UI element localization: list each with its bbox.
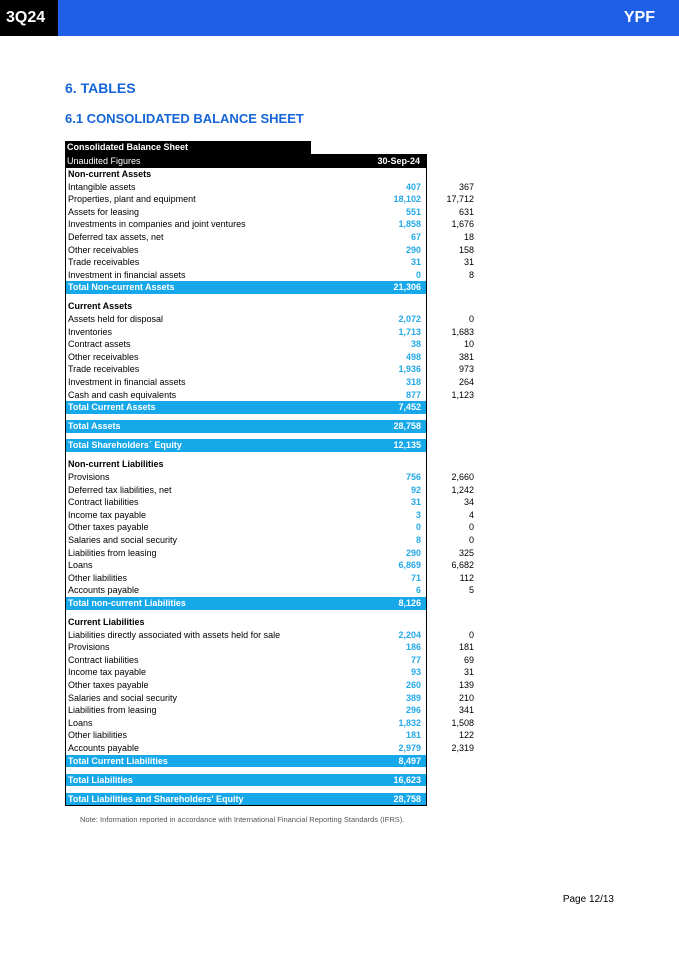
value-current: 1,858 — [398, 219, 421, 230]
total-liabilities-equity-row — [66, 793, 474, 806]
quarter-label: 3Q24 — [0, 0, 58, 36]
row-label: Other taxes payable — [68, 680, 149, 691]
row-label: Investment in financial assets — [68, 377, 186, 387]
table-row — [66, 572, 474, 585]
table-row — [66, 559, 474, 572]
value-current: 2,979 — [398, 743, 421, 754]
total-liabilities-row — [66, 774, 474, 787]
value-prior: 158 — [458, 244, 474, 255]
equity-row — [66, 439, 474, 452]
value-current: 551 — [405, 206, 421, 217]
value-current: 8 — [415, 535, 421, 546]
top-banner — [0, 0, 679, 36]
row-label: Assets for leasing — [68, 206, 140, 217]
balance-sheet-table — [65, 141, 474, 806]
value-prior: 973 — [458, 364, 474, 375]
value-prior: 631 — [458, 206, 474, 217]
table-body — [65, 168, 474, 806]
table-row — [66, 376, 474, 389]
value-prior: 0 — [468, 629, 474, 640]
table-row — [66, 547, 474, 560]
value-current: 77 — [410, 654, 421, 665]
table-row — [66, 363, 474, 376]
row-label: Other receivables — [68, 351, 139, 362]
value-prior: 0 — [468, 314, 474, 325]
row-label: Trade receivables — [68, 257, 140, 268]
row-label: Provisions — [68, 472, 110, 483]
value-current: 1,832 — [398, 717, 421, 728]
row-label: Investment in financial assets — [68, 269, 186, 280]
total-prior: 11,064 — [446, 598, 474, 608]
total-label: Total Shareholders´ Equity — [68, 440, 182, 451]
total-row — [66, 755, 474, 768]
value-current: 290 — [405, 547, 421, 558]
value-current: 71 — [410, 572, 421, 583]
value-prior: 1,676 — [451, 219, 474, 230]
row-label: Deferred tax liabilities, net — [68, 484, 172, 495]
value-prior: 69 — [463, 654, 474, 665]
section-title: 6. TABLES — [65, 80, 136, 96]
table-row — [66, 389, 474, 402]
total-prior: 20,601 — [446, 282, 474, 293]
total-current: 16,623 — [393, 774, 421, 785]
row-label: Properties, plant and equipment — [68, 194, 196, 205]
total-row — [66, 281, 474, 294]
table-row — [66, 484, 474, 497]
value-current: 756 — [405, 472, 421, 483]
value-current: 181 — [405, 730, 421, 741]
table-row — [66, 742, 474, 755]
table-row — [66, 704, 474, 717]
table-row — [66, 206, 474, 219]
table-row — [66, 244, 474, 257]
total-label: Total Liabilities and Shareholders' Equity — [68, 793, 244, 804]
total-current: 12,135 — [393, 440, 421, 451]
value-prior: 34 — [463, 497, 474, 508]
value-prior: 5 — [468, 585, 474, 596]
value-prior: 0 — [468, 535, 474, 546]
table-subtitle: Unaudited Figures — [67, 156, 141, 166]
row-label: Accounts payable — [68, 743, 140, 754]
value-current: 260 — [405, 680, 421, 691]
total-prior: 25,035 — [446, 793, 474, 804]
value-current: 498 — [405, 351, 421, 362]
value-prior: 2,660 — [451, 472, 474, 483]
table-row — [66, 256, 474, 269]
table-row — [66, 351, 474, 364]
value-current: 2,204 — [398, 629, 421, 640]
total-label: Total Liabilities — [68, 774, 133, 785]
section-label: Non-current Liabilities — [68, 459, 164, 470]
value-prior: 2,319 — [451, 743, 474, 754]
value-prior: 112 — [459, 572, 474, 583]
section-label: Non-current Assets — [68, 169, 152, 179]
row-label: Salaries and social security — [68, 692, 178, 703]
total-row — [66, 401, 474, 414]
value-prior: 139 — [458, 680, 474, 691]
row-label: Other liabilities — [68, 730, 128, 741]
row-label: Loans — [68, 560, 93, 571]
row-label: Cash and cash equivalents — [68, 389, 177, 400]
ifrs-note: Note: Information reported in accordance with International Financial Reporting Standards (IFRS). — [80, 815, 405, 824]
total-label: Total non-current Liabilities — [68, 598, 186, 608]
value-current: 38 — [410, 339, 421, 350]
value-prior: 0 — [468, 522, 474, 533]
total-current: 8,497 — [398, 755, 421, 766]
total-prior: 4,434 — [451, 402, 474, 413]
value-prior: 1,123 — [451, 389, 474, 400]
brand-label: YPF — [623, 9, 655, 26]
section-header — [66, 616, 426, 629]
total-prior: 9,051 — [451, 440, 474, 451]
table-row — [66, 326, 474, 339]
row-label: Liabilities directly associated with assets held for sale — [68, 629, 281, 640]
row-label: Contract liabilities — [68, 654, 139, 665]
value-prior: 31 — [463, 667, 474, 678]
value-prior: 10 — [463, 339, 474, 350]
total-current: 7,452 — [398, 402, 421, 413]
value-prior: 17,712 — [446, 194, 474, 205]
ncl-group — [66, 471, 474, 597]
section-header — [66, 168, 426, 181]
row-label: Liabilities from leasing — [68, 547, 157, 558]
section-header — [66, 458, 426, 471]
value-prior: 4 — [468, 509, 474, 520]
value-current: 67 — [410, 231, 421, 242]
table-row — [66, 666, 474, 679]
table-row — [66, 509, 474, 522]
cl-group — [66, 629, 474, 755]
value-current: 407 — [405, 181, 421, 192]
table-row — [66, 584, 474, 597]
value-prior: 6,682 — [451, 560, 474, 571]
value-current: 18,102 — [393, 194, 421, 205]
value-current: 389 — [405, 692, 421, 703]
table-row — [66, 729, 474, 742]
value-current: 3 — [415, 509, 421, 520]
value-prior: 210 — [458, 692, 474, 703]
value-prior: 264 — [458, 377, 474, 387]
table-row — [66, 629, 474, 642]
section-header — [66, 300, 426, 313]
table-row — [66, 218, 474, 231]
table-row — [66, 534, 474, 547]
value-current: 92 — [410, 484, 421, 495]
value-current: 31 — [410, 257, 421, 268]
row-label: Other receivables — [68, 244, 139, 255]
table-row — [66, 717, 474, 730]
row-label: Other liabilities — [68, 572, 128, 583]
total-label: Total Non-current Assets — [68, 282, 175, 293]
row-label: Investments in companies and joint ventures — [68, 219, 246, 230]
total-assets-row — [66, 420, 474, 433]
value-current: 290 — [405, 244, 421, 255]
row-label: Contract assets — [68, 339, 131, 350]
row-label: Income tax payable — [68, 509, 147, 520]
total-current: 21,306 — [393, 282, 421, 293]
table-title-row — [65, 141, 427, 154]
table-row — [66, 193, 474, 206]
row-label: Assets held for disposal — [68, 314, 164, 325]
row-label: Provisions — [68, 642, 110, 653]
value-current: 0 — [415, 522, 421, 533]
row-label: Trade receivables — [68, 364, 140, 375]
row-label: Intangible assets — [68, 181, 136, 192]
ca-group — [66, 313, 474, 401]
total-current: 28,758 — [393, 421, 421, 432]
subsection-title: 6.1 CONSOLIDATED BALANCE SHEET — [65, 111, 304, 126]
column-header-prior: 31-Dec-23 — [430, 156, 473, 166]
value-prior: 1,242 — [451, 484, 474, 495]
value-current: 2,072 — [398, 314, 421, 325]
table-title: Consolidated Balance Sheet — [67, 142, 189, 152]
value-prior: 341 — [458, 705, 474, 716]
table-row — [66, 692, 474, 705]
value-current: 0 — [415, 269, 421, 280]
value-current: 1,713 — [398, 326, 421, 337]
table-row — [66, 679, 474, 692]
total-label: Total Assets — [68, 421, 121, 432]
value-current: 6,869 — [398, 560, 421, 571]
total-current: 8,126 — [398, 598, 421, 608]
value-current: 296 — [405, 705, 421, 716]
value-current: 318 — [405, 377, 421, 387]
row-label: Income tax payable — [68, 667, 147, 678]
value-current: 6 — [415, 585, 421, 596]
table-row — [66, 471, 474, 484]
value-prior: 1,683 — [451, 326, 474, 337]
table-header-row — [65, 154, 473, 168]
total-prior: 15,984 — [446, 774, 474, 785]
value-prior: 325 — [458, 547, 474, 558]
row-label: Other taxes payable — [68, 522, 149, 533]
column-header-current: 30-Sep-24 — [377, 156, 420, 166]
value-current: 877 — [405, 389, 421, 400]
row-label: Accounts payable — [68, 585, 140, 596]
row-label: Loans — [68, 717, 93, 728]
total-current: 28,758 — [393, 793, 421, 804]
table-row — [66, 313, 474, 326]
value-current: 186 — [405, 642, 421, 653]
row-label: Deferred tax assets, net — [68, 231, 164, 242]
value-prior: 8 — [468, 269, 474, 280]
section-label: Current Assets — [68, 301, 133, 312]
total-prior: 4,920 — [451, 755, 474, 766]
table-row — [66, 231, 474, 244]
section-label: Current Liabilities — [68, 617, 145, 628]
table-row — [66, 641, 474, 654]
value-prior: 367 — [458, 181, 474, 192]
total-prior: 25,035 — [446, 421, 474, 432]
row-label: Liabilities from leasing — [68, 705, 157, 716]
table-row — [66, 496, 474, 509]
table-row — [66, 521, 474, 534]
value-prior: 18 — [463, 231, 474, 242]
value-current: 31 — [410, 497, 421, 508]
value-prior: 31 — [463, 257, 474, 268]
row-label: Contract liabilities — [68, 497, 139, 508]
row-label: Salaries and social security — [68, 535, 178, 546]
value-prior: 122 — [458, 730, 474, 741]
total-row — [66, 597, 474, 610]
page-number: Page 12/13 — [562, 894, 614, 905]
table-row — [66, 338, 474, 351]
total-label: Total Current Assets — [68, 402, 156, 413]
total-label: Total Current Liabilities — [68, 755, 168, 766]
value-current: 1,936 — [398, 364, 421, 375]
value-current: 93 — [410, 667, 421, 678]
table-row — [66, 654, 474, 667]
table-row — [66, 269, 474, 282]
value-prior: 381 — [458, 351, 474, 362]
row-label: Inventories — [68, 326, 113, 337]
value-prior: 1,508 — [451, 717, 474, 728]
value-prior: 181 — [458, 642, 474, 653]
nca-group — [66, 181, 474, 282]
table-row — [66, 181, 474, 194]
